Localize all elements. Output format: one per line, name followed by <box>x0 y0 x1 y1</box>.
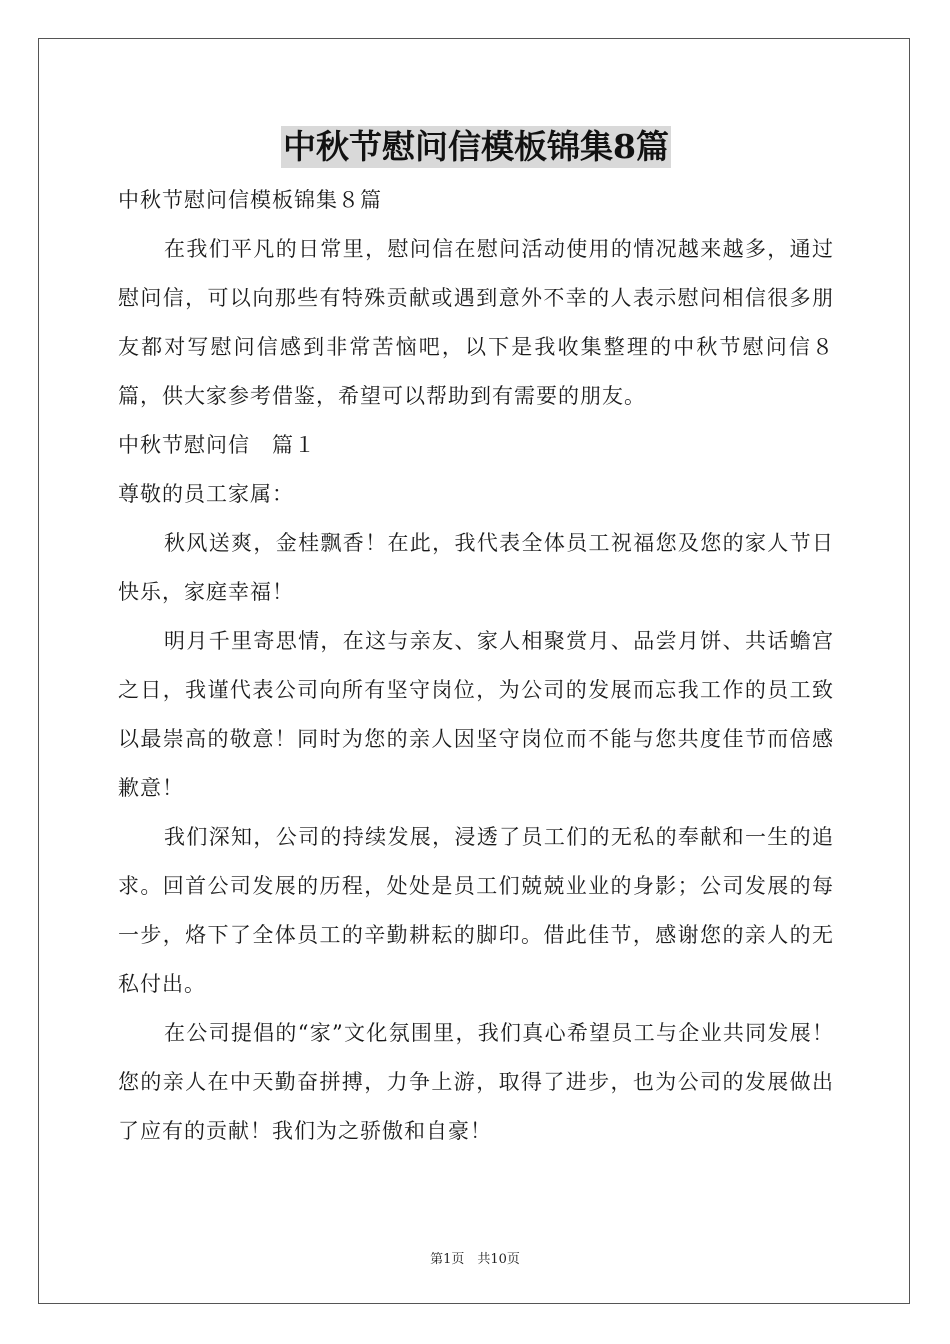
paragraph: 秋风送爽，金桂飘香！在此，我代表全体员工祝福您及您的家人节日快乐，家庭幸福！ <box>118 531 834 604</box>
paragraph: 中秋节慰问信模板锦集８篇 <box>118 188 382 212</box>
paragraph: 明月千里寄思情，在这与亲友、家人相聚赏月、品尝月饼、共话蟾宫之日，我谨代表公司向所有坚守岗位，为公司的发展而忘我工作的员工致以最崇高的敬意！同时为您的亲人因坚守岗位而不能与您共度佳节而倍感歉意！ <box>118 629 834 800</box>
paragraph: 在公司提倡的“家”文化氛围里，我们真心希望员工与企业共同发展！您的亲人在中天勤奋拼搏，力争上游，取得了进步，也为公司的发展做出了应有的贡献！我们为之骄傲和自豪！ <box>118 1021 834 1143</box>
salutation: 尊敬的员工家属： <box>118 482 294 506</box>
page-footer: 第1页 共10页 <box>430 1252 520 1267</box>
paragraph: 在我们平凡的日常里，慰问信在慰问活动使用的情况越来越多，通过慰问信，可以向那些有特殊贡献或遇到意外不幸的人表示慰问相信很多朋友都对写慰问信感到非常苦恼吧，以下是我收集整理的中秋节慰问信８篇，供大家参考借鉴，希望可以帮助到有需要的朋友。 <box>118 237 834 408</box>
section-heading: 中秋节慰问信 篇１ <box>118 433 316 457</box>
document-title: 中秋节慰问信模板锦集8篇 <box>283 127 669 166</box>
title-container <box>118 126 834 168</box>
document-body <box>118 126 834 1156</box>
paragraph: 我们深知，公司的持续发展，浸透了员工们的无私的奉献和一生的追求。回首公司发展的历程，处处是员工们兢兢业业的身影；公司发展的每一步，烙下了全体员工的辛勤耕耘的脚印。借此佳节，感谢您的亲人的无私付出。 <box>118 825 834 996</box>
